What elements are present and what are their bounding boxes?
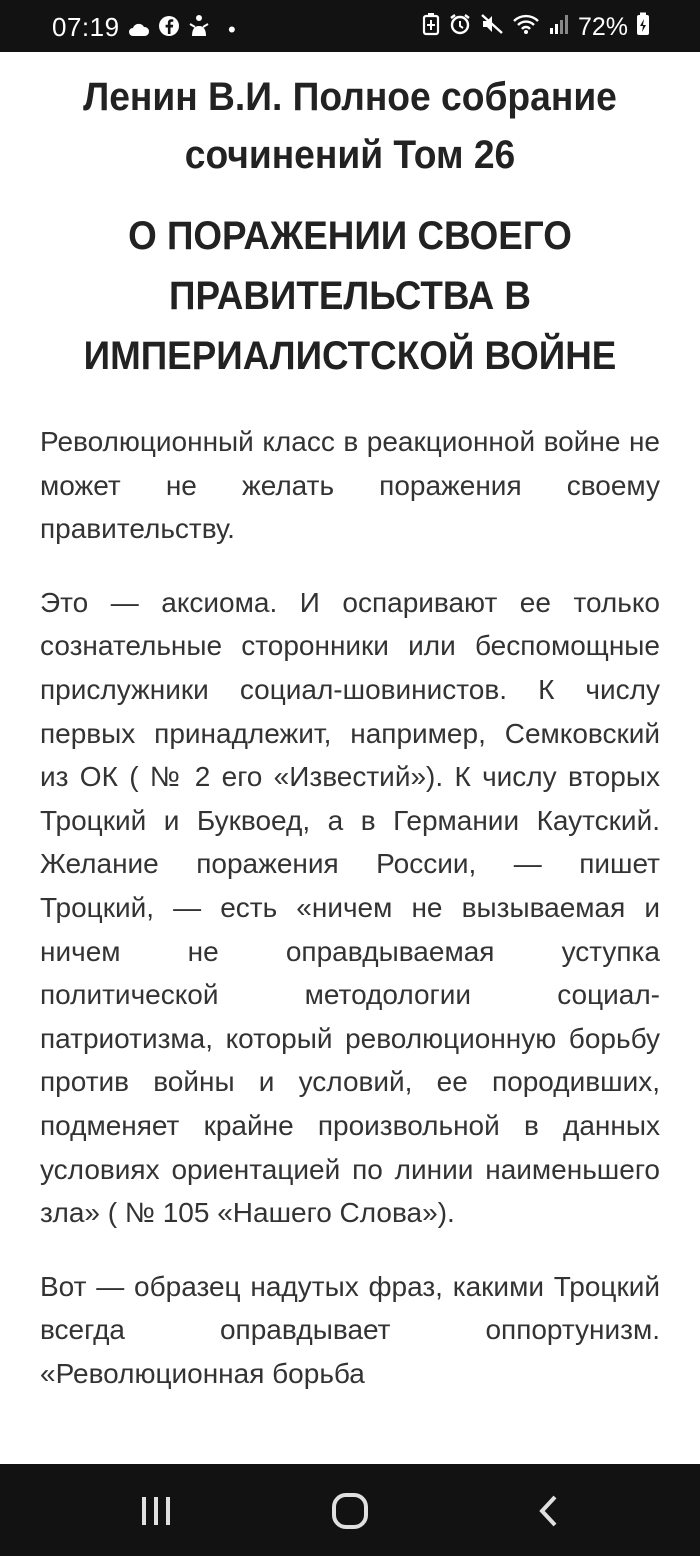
facebook-icon xyxy=(158,15,180,44)
status-bar xyxy=(0,0,700,52)
book-title: Ленин В.И. Полное собрание сочинений Том 26 xyxy=(83,75,617,177)
home-icon xyxy=(331,1492,369,1530)
accessibility-icon xyxy=(188,14,210,45)
recent-apps-button[interactable] xyxy=(126,1486,186,1536)
wifi-icon xyxy=(512,12,540,43)
back-icon xyxy=(535,1494,561,1528)
paragraph-2: Это — аксиома. И оспаривают ее только сознательные сторонники или беспомощные прислужники социал-шовинистов. К числу первых принадлежит, например, Семковский из ОК ( № 2 его «Известий»). К числу вторых Троцкий и Буквоед, а в Германии Каутский. Желание поражения России, — пишет Троцкий, — есть «ничем не вызываемая и ничем не оправдываемая уступка политической методологии социал-патриотизма, который революционную борьбу против войны и условий, ее породивших, подменяет крайне произвольной в данных условиях ориентацией по линии наименьшего зла» ( № 105 «Нашего Слова»). xyxy=(40,586,660,1229)
alarm-icon xyxy=(448,12,472,43)
article-body xyxy=(40,420,660,1395)
home-button[interactable] xyxy=(320,1486,380,1536)
signal-icon xyxy=(548,12,570,43)
paragraph-3: Вот — образец надутых фраз, какими Троцкий всегда оправдывает оппортунизм. «Революционная борьба xyxy=(40,1270,660,1389)
cloud-icon xyxy=(128,15,150,44)
paragraph-1: Революционный класс в реакционной войне не может не желать поражения своему правительству. xyxy=(40,426,660,545)
battery-icon xyxy=(636,12,650,43)
battery-saver-icon xyxy=(422,12,440,43)
status-dot: • xyxy=(228,16,236,42)
status-time: 07:19 xyxy=(52,12,120,42)
chapter-title: О ПОРАЖЕНИИ СВОЕГО ПРАВИТЕЛЬСТВА В ИМПЕРИАЛИСТСКОЙ ВОЙНЕ xyxy=(83,214,617,378)
status-right-icons xyxy=(422,12,650,43)
navigation-bar xyxy=(0,1464,700,1556)
status-left-icons xyxy=(128,14,236,45)
battery-percent: 72% xyxy=(577,13,628,41)
reader-content[interactable] xyxy=(0,52,700,1464)
back-button[interactable] xyxy=(518,1486,578,1536)
mute-icon xyxy=(480,12,504,43)
recent-apps-icon xyxy=(139,1494,173,1528)
